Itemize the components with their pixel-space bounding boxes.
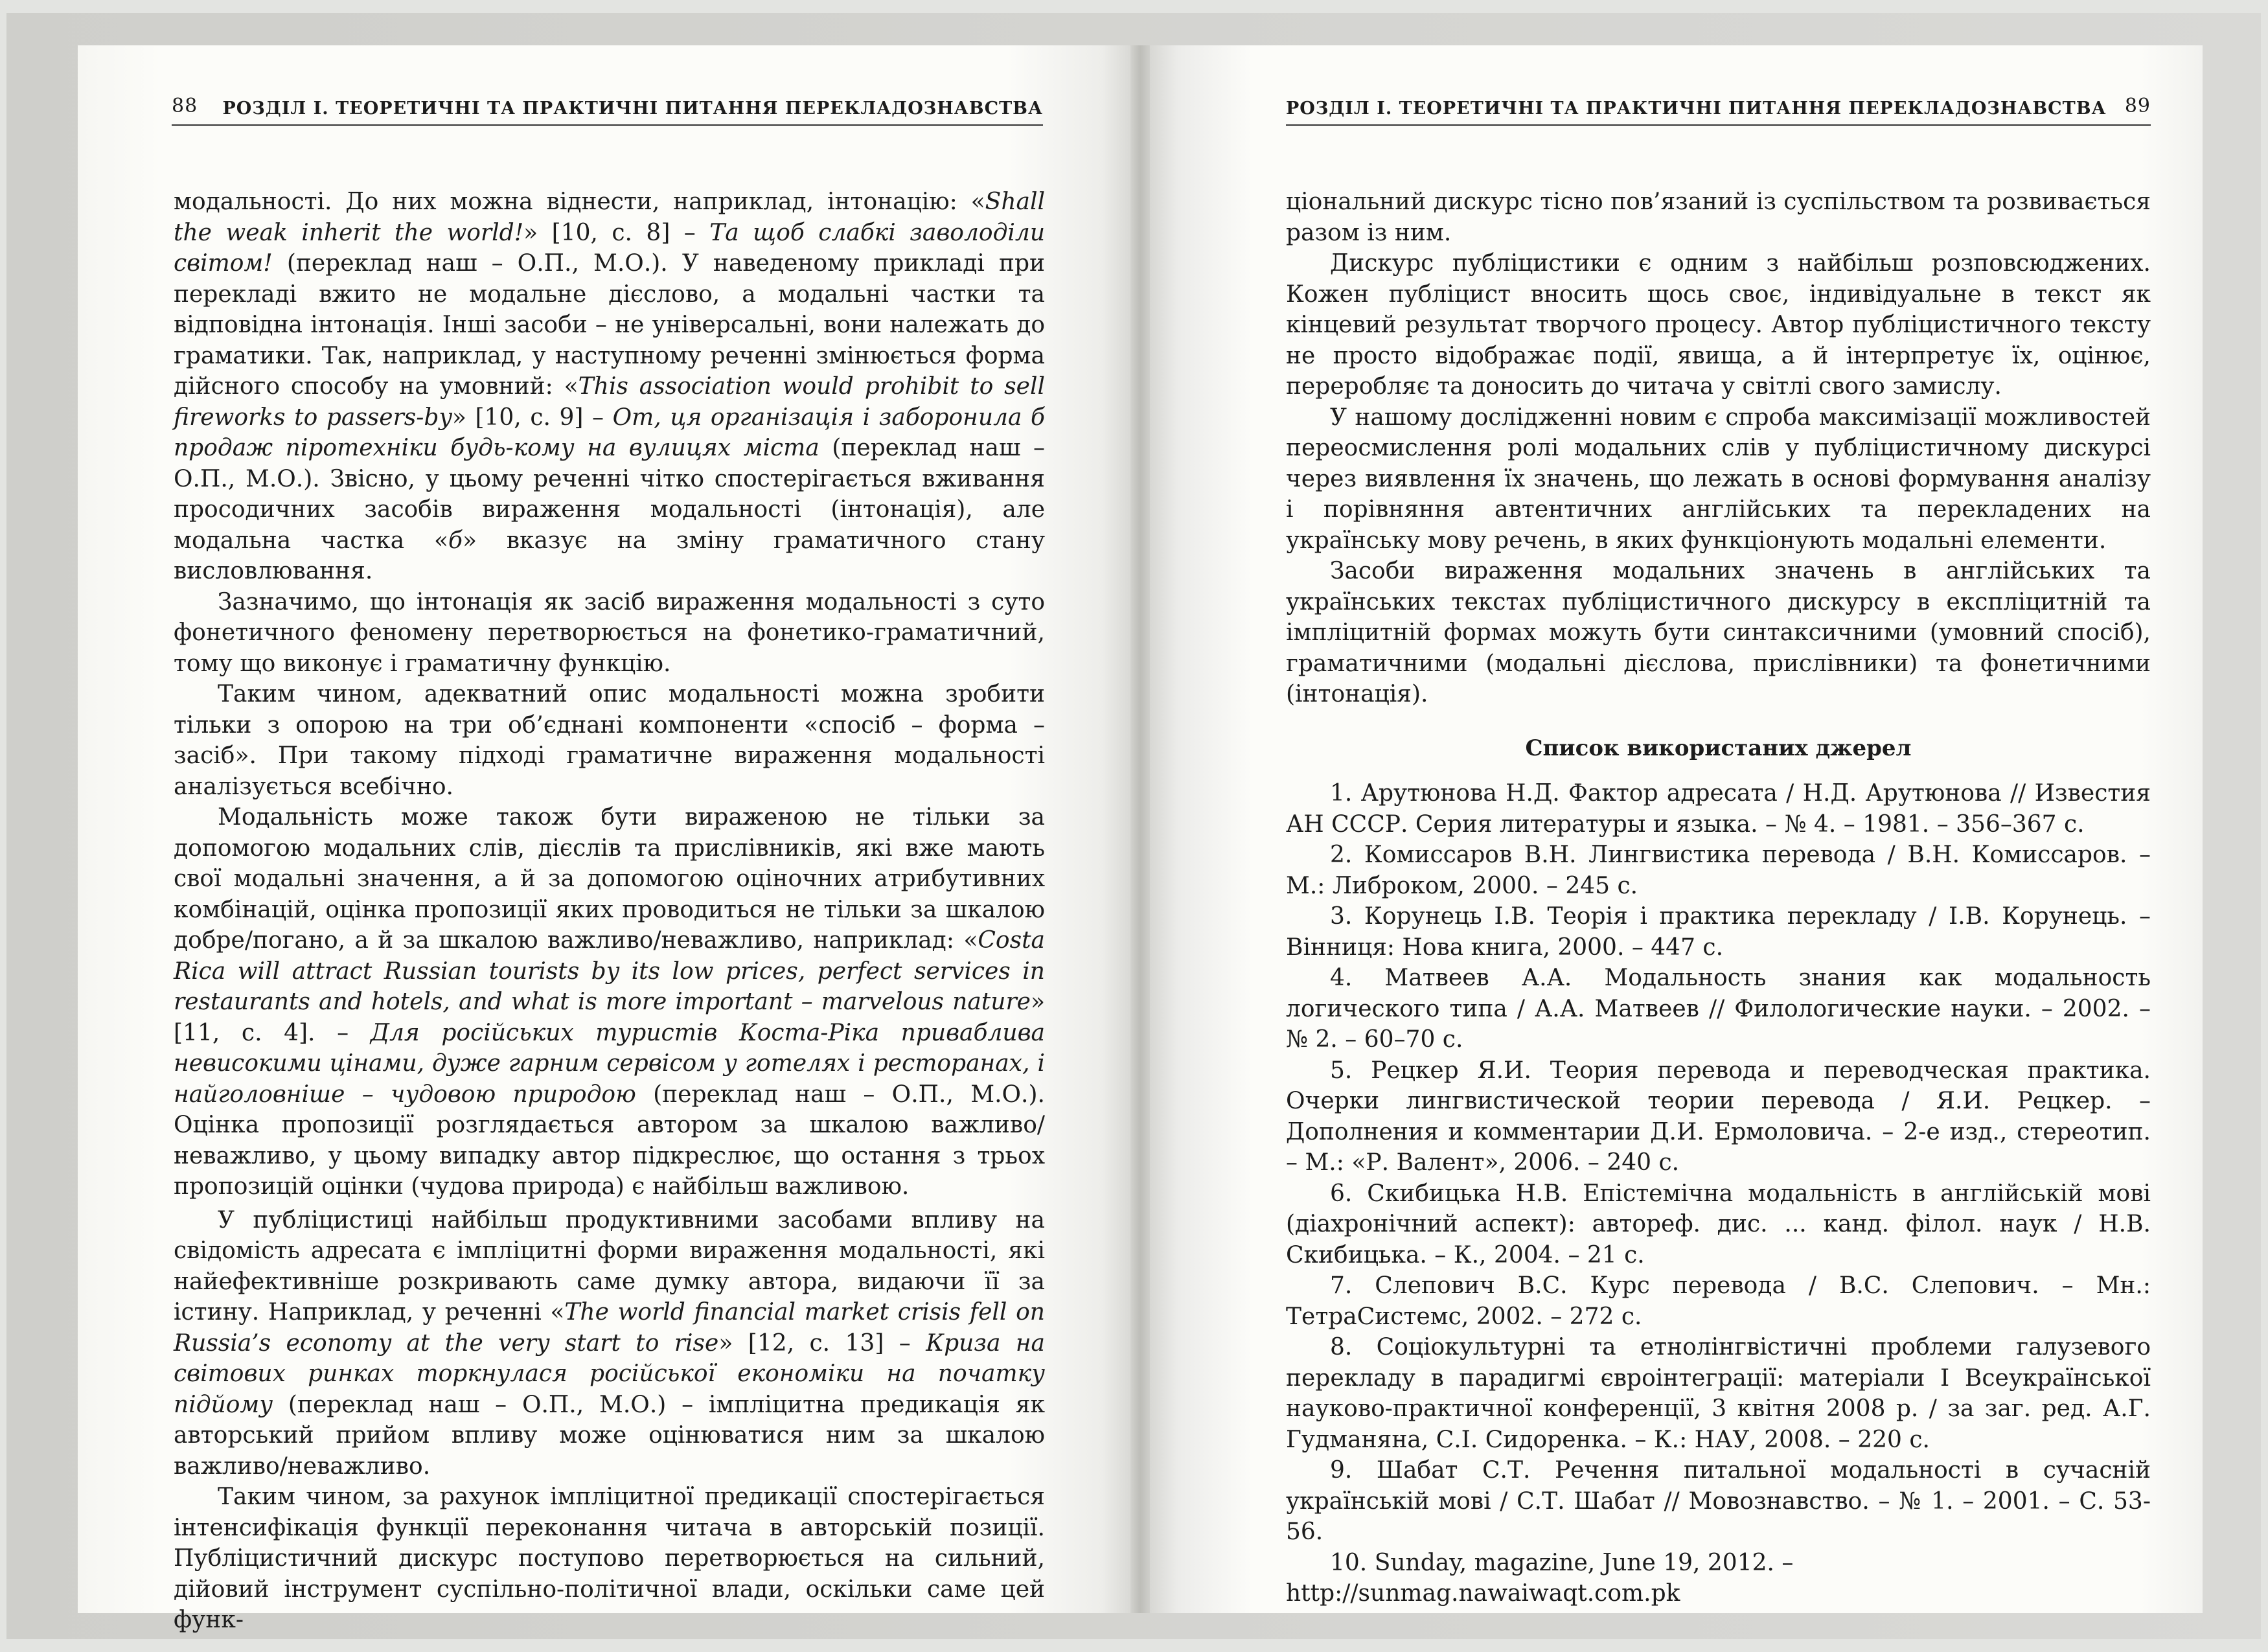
translation-example: От, ця організація і заборонила б продаж піротехніки будь-кому на вулицях міста xyxy=(174,404,1046,461)
text-run: (переклад наш – О.П., М.О.) – імпліцитна предикація як авторський прийом впливу може оцінюватися ним за шкалою важливо/неважливо. xyxy=(174,1391,1045,1480)
reference-item: 5. Рецкер Я.И. Теория перевода и переводческая практика. Очерки лингвистической теории перевода / Я.И. Рецкер. – Дополнения и комментарии Д.И. Ермоловича. – 2-е изд., стереотип. – М.: «Р. Валент», 2006. – 240 с. xyxy=(1286,1057,2151,1176)
reference-item: 10. Sunday, magazine, June 19, 2012. – http://sunmag.nawaiwaqt.com.pk xyxy=(1286,1549,1794,1607)
paragraph xyxy=(174,187,1045,587)
text-run: » [10, с. 9] – xyxy=(452,404,613,431)
text-run: » [11, с. 4]. – xyxy=(174,989,1045,1046)
paragraph: Засоби вираження модальних значень в англійських та українських текстах публіцистичного дискурсу в експліцитній та імпліцитній формах можуть бути синтаксичними (умовний спосіб), граматичними (модальні дієслова, прислівники) та фонетичними (інтонація). xyxy=(1286,558,2151,707)
text-run: » вказує на зміну граматичного стану висловлювання. xyxy=(174,527,1045,584)
references-list xyxy=(1286,778,2151,1609)
text-run: Модальність може також бути вираженою не тільки за допомогою модальних слів, дієслів та прислівників, які вже мають свої модальні значення, а й за допомогою оціночних атрибутивних комбінацій, оцінка пропозиції яких проводиться не тільки за шкалою добре/погано, а й за шкалою важливо/неважливо, наприклад: « xyxy=(174,804,1045,954)
reference-item: 6. Скибицька Н.В. Епістемічна модальність в англійській мові (діахронічний аспект): автореф. дис. ... канд. філол. наук / Н.В. Скибицька. – К., 2004. – 21 с. xyxy=(1286,1180,2151,1268)
english-example: Costa Rica will attract Russian tourists by its low prices, perfect services in restaurants and hotels, and what is more important – marvelous nature xyxy=(174,927,1045,1015)
text-run: (переклад наш – О.П., М.О.). Оцінка пропозиції розглядається автором за шкалою важливо/неважливо, у цьому випадку автор підкреслює, що остання з трьох пропозицій оцінки (чудова природа) є найбільш важливою. xyxy=(174,1081,1045,1200)
paragraph: У нашому дослідженні новим є спроба максимізації можливостей переосмислення ролі модальних слів у публіцистичному дискурсі через виявлення їх значень, що лежать в основі формування аналізу і порівняння автентичних англійських та перекладених на українську мову речень, в яких функціонують модальні елементи. xyxy=(1286,404,2151,554)
text-run: У публіцистиці найбільш продуктивними засобами впливу на свідомість адресата є імпліцитні форми вираження модальності, які найефективніше розкривають саме думку автора, видаючи її за істину. Наприклад, у реченні « xyxy=(174,1206,1045,1325)
english-example: Shall the weak inherit the world! xyxy=(174,189,1045,246)
reference-item: 4. Матвеев А.А. Модальность знания как модальность логического типа / А.А. Матвеев // Филологические науки. – 2002. – № 2. – 60–70 с. xyxy=(1286,965,2151,1053)
paragraph: Дискурс публіцистики є одним з найбільш розповсюджених. Кожен публіцист вносить щось своє, індивідуальне в текст як кінцевий результат творчого процесу. Автор публіцистичного тексту не просто відображає події, явища, а й інтерпретує їх, оцінює, переробляє та доносить до читача у світлі свого замислу. xyxy=(1286,250,2151,400)
reference-item: 1. Арутюнова Н.Д. Фактор адресата / Н.Д. Арутюнова // Известия АН СССР. Серия литературы и языка. – № 4. – 1981. – 356–367 с. xyxy=(1286,780,2151,838)
right-page-number: 89 xyxy=(2124,95,2151,117)
right-page-body xyxy=(1286,187,2151,1609)
translation-example: Криза на світових ринках торкнулася російської економіки на початку підйому xyxy=(174,1329,1046,1418)
translation-example: Та щоб слабкі заволоділи світом! xyxy=(174,219,1046,277)
reference-item: 7. Слепович В.С. Курс перевода / В.С. Слепович. – Мн.: ТетраСистемс, 2002. – 272 с. xyxy=(1286,1272,2151,1330)
paragraph: ціональний дискурс тісно пов’язаний із суспільством та розвивається разом із ним. xyxy=(1286,189,2151,246)
left-page-header xyxy=(172,95,1043,126)
text-run: (переклад наш – О.П., М.О.). Звісно, у цьому реченні чітко спостерігається вживання просодичних засобів вираження модальності (інтонація), але модальна частка « xyxy=(174,435,1046,554)
left-page-body xyxy=(174,187,1045,1636)
right-page-header xyxy=(1286,95,2151,126)
paragraph: Таким чином, адекватний опис модальності можна зробити тільки з опорою на три об’єднані компоненти «спосіб – форма – засіб». При такому підході граматичне вираження модальності аналізується всебічно. xyxy=(174,681,1045,800)
left-page-number: 88 xyxy=(172,95,198,117)
book-gutter xyxy=(1130,45,1150,1613)
paragraph: Таким чином, за рахунок імпліцитної предикації спостерігається інтенсифікація функції переконання читача в авторській позиції. Публіцистичний дискурс поступово перетворюється на сильний, дійовий інструмент суспільно-політичної влади, оскільки саме цей функ- xyxy=(174,1484,1045,1633)
reference-item: 9. Шабат С.Т. Речення питальної модальності в сучасній українській мові / С.Т. Шабат // Мовознавство. – № 1. – 2001. – С. 53-56. xyxy=(1286,1457,2151,1545)
reference-item: 3. Корунець І.В. Теорія і практика перекладу / І.В. Корунець. – Вінниця: Нова книга, 2000. – 447 с. xyxy=(1286,903,2151,961)
right-running-header: РОЗДІЛ І. ТЕОРЕТИЧНІ ТА ПРАКТИЧНІ ПИТАННЯ ПЕРЕКЛАДОЗНАВСТВА xyxy=(1286,98,2107,119)
text-run: » [10, с. 8] – xyxy=(523,219,710,246)
paragraph xyxy=(174,1205,1045,1482)
text-run: (переклад наш – О.П., М.О.). У наведеному прикладі при перекладі вжито не модальне дієслово, а модальні частки та відповідна інтонація. Інші засоби – не універсальні, вони належать до граматики. Так, наприклад, у наступному реченні змінюється форма дійсного способу на умовний: « xyxy=(174,250,1045,400)
text-run: » [12, с. 13] – xyxy=(718,1329,926,1357)
english-example: This association would prohibit to sell fireworks to passers-by xyxy=(174,373,1045,431)
text-run: модальності. До них можна віднести, наприклад, інтонацію: « xyxy=(174,189,985,215)
particle-example: б xyxy=(448,527,463,554)
references-title: Список використаних джерел xyxy=(1525,735,1912,761)
paragraph xyxy=(174,802,1045,1202)
paragraph: Зазначимо, що інтонація як засіб вираження модальності з суто фонетичного феномену перетворюється на фонетико-граматичний, тому що виконує і граматичну функцію. xyxy=(174,588,1045,677)
reference-item: 8. Соціокультурні та етнолінгвістичні проблеми галузевого перекладу в парадигмі євроінтеграції: матеріали І Всеукраїнської науково-практичної конференції, 3 квітня 2008 р. / за заг. ред. А.Г. Гудманяна, С.І. Сидоренка. – К.: НАУ, 2008. – 220 с. xyxy=(1286,1334,2151,1453)
reference-item: 2. Комиссаров В.Н. Лингвистика перевода / В.Н. Комиссаров. – М.: Либроком, 2000. – 245 с. xyxy=(1286,842,2151,899)
english-example: The world financial market crisis fell on Russia’s economy at the very start to rise xyxy=(174,1299,1045,1357)
translation-example: Для російських туристів Коста-Ріка приваблива невисокими цінами, дуже гарним сервісом у готелях і ресторанах, і найголовніше – чудовою природою xyxy=(174,1019,1045,1108)
left-running-header: РОЗДІЛ І. ТЕОРЕТИЧНІ ТА ПРАКТИЧНІ ПИТАННЯ ПЕРЕКЛАДОЗНАВСТВА xyxy=(222,98,1043,119)
